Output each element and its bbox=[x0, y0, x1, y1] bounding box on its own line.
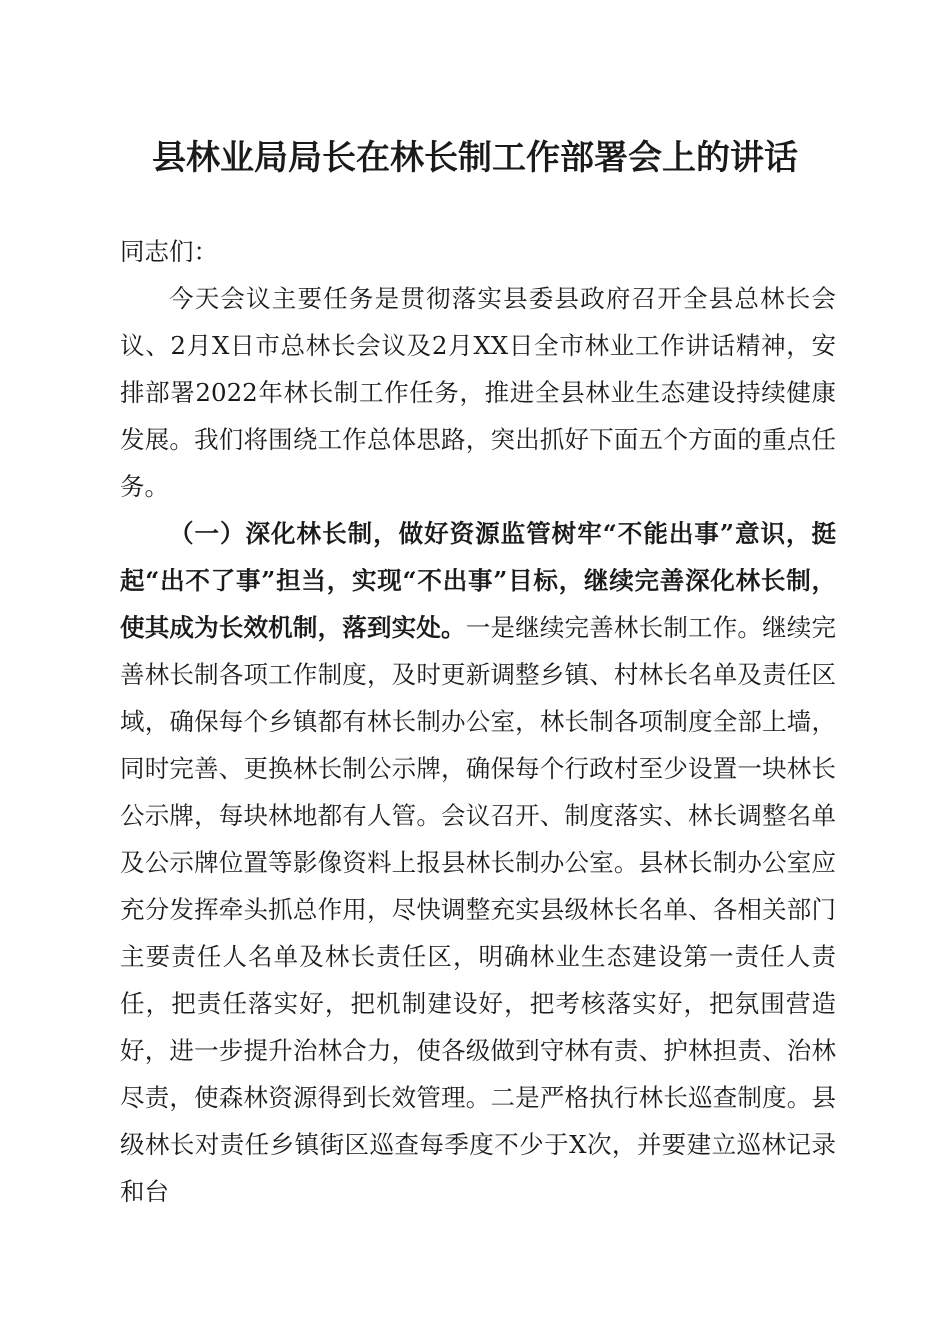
document-title: 县林业局局长在林长制工作部署会上的讲话 bbox=[152, 138, 798, 178]
salutation: 同志们： bbox=[120, 237, 218, 266]
section-1-heading: （一）深化林长制，做好资源监管树牢“不能出事”意识，挺起“出不了事”担当，实现“不出事”目标，继续完善深化林长制，使其成为长效机制，落到实处。 bbox=[120, 519, 836, 642]
section-1-body: 一是继续完善林长制工作。继续完善林长制各项工作制度，及时更新调整乡镇、村林长名单及责任区域，确保每个乡镇都有林长制办公室，林长制各项制度全部上墙，同时完善、更换林长制公示牌，确保每个行政村至少设置一块林长公示牌，每块林地都有人管。会议召开、制度落实、林长调整名单及公示牌位置等影像资料上报县林长制办公室。县林长制办公室应充分发挥牵头抓总作用，尽快调整充实县级林长名单、各相关部门主要责任人名单及林长责任区，明确林业生态建设第一责任人责任，把责任落实好，把机制建设好，把考核落实好，把氛围营造好，进一步提升治林合力，使各级做到守林有责、护林担责、治林尽责，使森林资源得到长效管理。二是严格执行林长巡查制度。县级林长对责任乡镇街区巡查每季度不少于X次，并要建立巡林记录和台 bbox=[120, 613, 836, 1206]
section-1-paragraph bbox=[120, 510, 836, 1215]
document-body bbox=[120, 228, 836, 1215]
intro-paragraph: 今天会议主要任务是贯彻落实县委县政府召开全县总林长会议、2月X日市总林长会议及2月XX日全市林业工作讲话精神，安排部署2022年林长制工作任务，推进全县林业生态建设持续健康发展。我们将围绕工作总体思路，突出抓好下面五个方面的重点任务。 bbox=[120, 284, 836, 501]
